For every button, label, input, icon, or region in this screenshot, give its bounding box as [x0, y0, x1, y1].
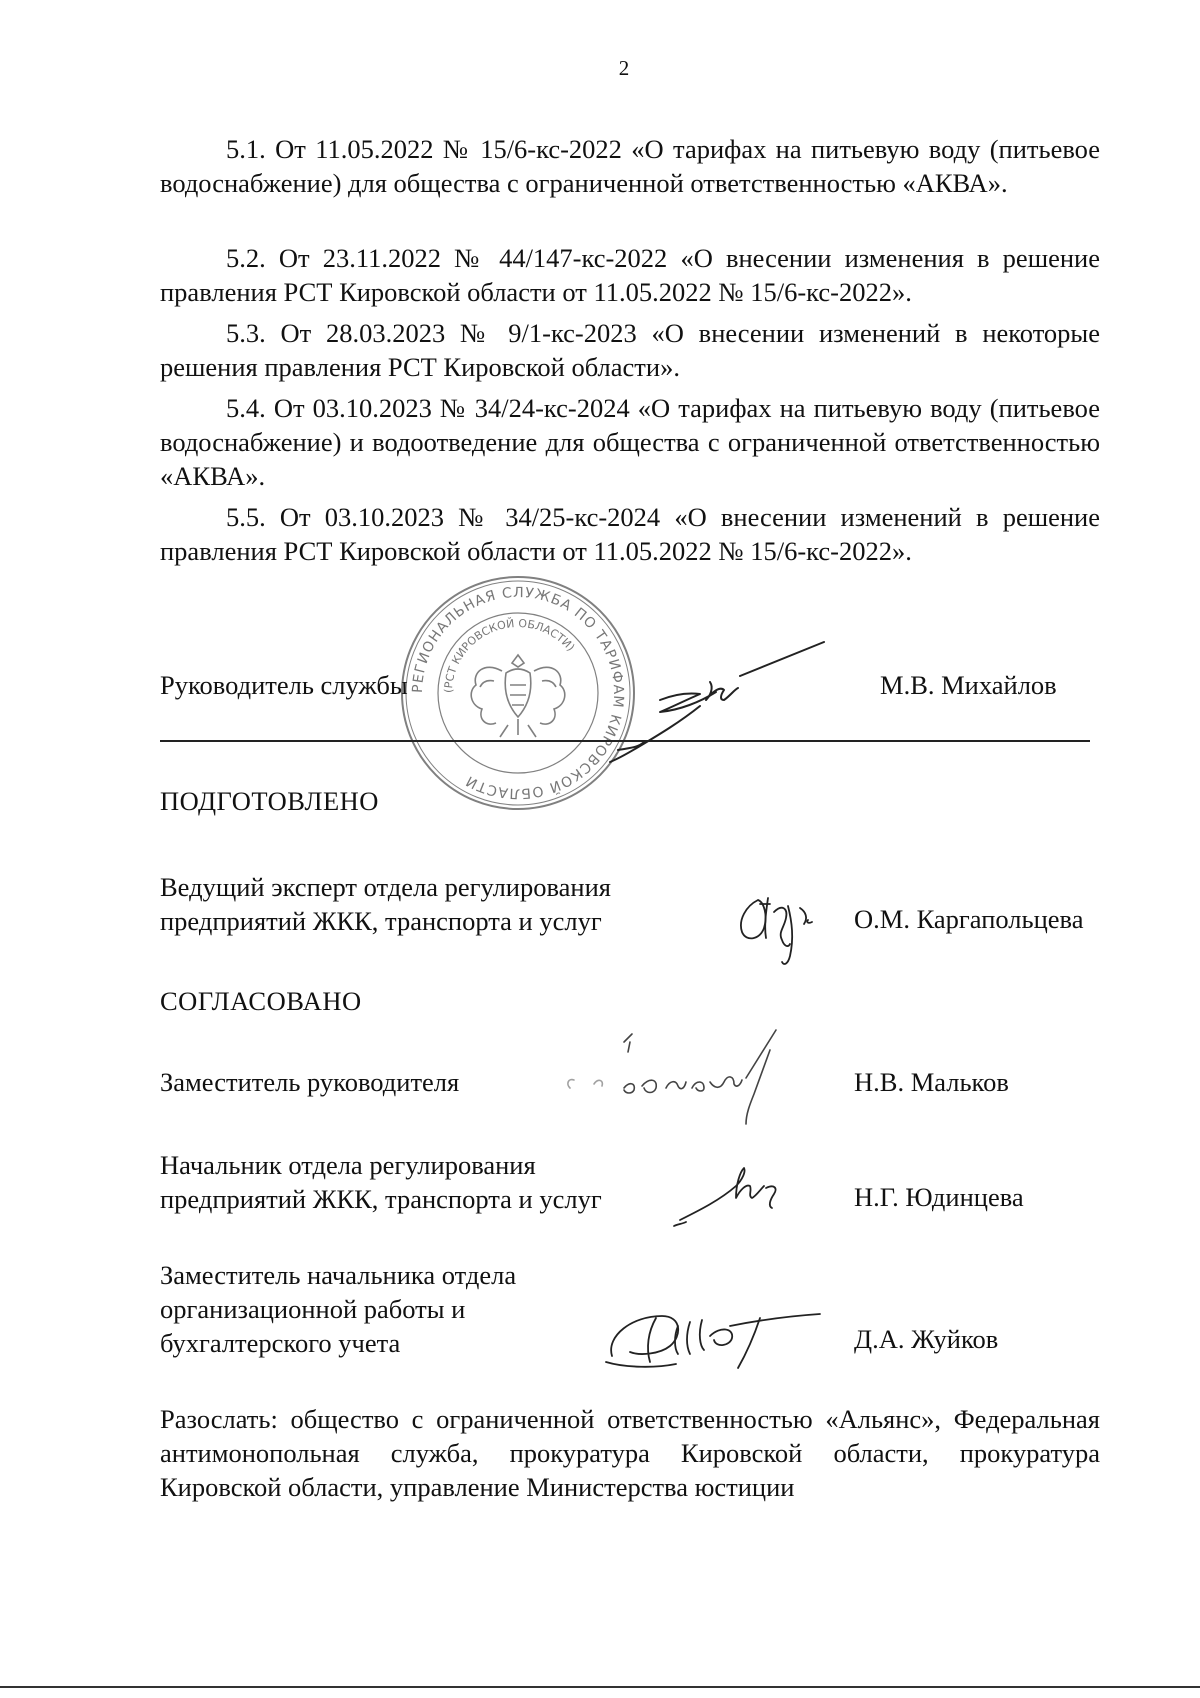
svg-text:РЕГИОНАЛЬНАЯ СЛУЖБА ПО ТАРИФАМ	[410, 585, 626, 801]
agreed-name-deputy: Н.В. Мальков	[854, 1067, 1009, 1097]
head-position: Руководитель службы	[160, 670, 408, 700]
prepared-heading: ПОДГОТОВЛЕНО	[160, 786, 379, 816]
prepared-position: Ведущий эксперт отдела регулирования предприятий ЖКК, транспорта и услуг	[160, 872, 611, 936]
signature-prepared	[730, 888, 840, 970]
signature-deputy-head-of-dept	[600, 1296, 850, 1376]
agreed-position-head-of-dept: Начальник отдела регулирования предприятий ЖКК, транспорта и услуг	[160, 1150, 602, 1214]
page-number: 2	[618, 56, 630, 80]
head-name: М.В. Михайлов	[880, 670, 1057, 700]
signature-head-of-dept	[670, 1160, 820, 1230]
agreed-heading: СОГЛАСОВАНО	[160, 986, 362, 1016]
list-item-5-1: 5.1. От 11.05.2022 № 15/6-кс-2022 «О тарифах на питьевую воду (питьевое водоснабжение) для общества с ограниченной ответственностью «АКВА».	[160, 134, 1100, 198]
agreed-position-deputy-head-of-dept: Заместитель начальника отдела организационной работы и бухгалтерского учета	[160, 1260, 517, 1358]
list-item-5-3: 5.3. От 28.03.2023 № 9/1-кс-2023 «О внесении изменений в некоторые решения правления РСТ Кировской области».	[160, 318, 1100, 382]
distribution-list: Разослать: общество с ограниченной ответственностью «Альянс», Федеральная антимонопольная служба, прокуратура Кировской области, прокуратура Кировской области, управление Министерства юстиции	[160, 1404, 1100, 1502]
agreed-name-head-of-dept: Н.Г. Юдинцева	[854, 1182, 1024, 1212]
list-item-5-4: 5.4. От 03.10.2023 № 34/24-кс-2024 «О тарифах на питьевую воду (питьевое водоснабжение) и водоотведение для общества с ограниченной ответственностью «АКВА».	[160, 393, 1100, 491]
signature-deputy	[560, 1018, 860, 1138]
emblem-icon	[471, 655, 565, 737]
stamp-outer-text: РЕГИОНАЛЬНАЯ СЛУЖБА ПО ТАРИФАМ КИРОВСКОЙ ОБЛАСТИ	[409, 584, 627, 802]
list-item-5-5: 5.5. От 03.10.2023 № 34/25-кс-2024 «О внесении изменений в решение правления РСТ Кировской области от 11.05.2022 № 15/6-кс-2022».	[160, 502, 1100, 566]
stamp-inner-text: (РСТ КИРОВСКОЙ ОБЛАСТИ)	[441, 616, 578, 694]
signature-head	[600, 640, 880, 780]
bottom-edge-line	[0, 1686, 1200, 1688]
list-item-5-2: 5.2. От 23.11.2022 № 44/147-кс-2022 «О внесении изменения в решение правления РСТ Кировской области от 11.05.2022 № 15/6-кс-2022».	[160, 243, 1100, 307]
svg-text:(РСТ КИРОВСКОЙ ОБЛАСТИ)	[442, 617, 577, 693]
prepared-name: О.М. Каргапольцева	[854, 904, 1084, 934]
agreed-position-deputy: Заместитель руководителя	[160, 1067, 460, 1097]
agreed-name-deputy-head-of-dept: Д.А. Жуйков	[854, 1324, 999, 1354]
